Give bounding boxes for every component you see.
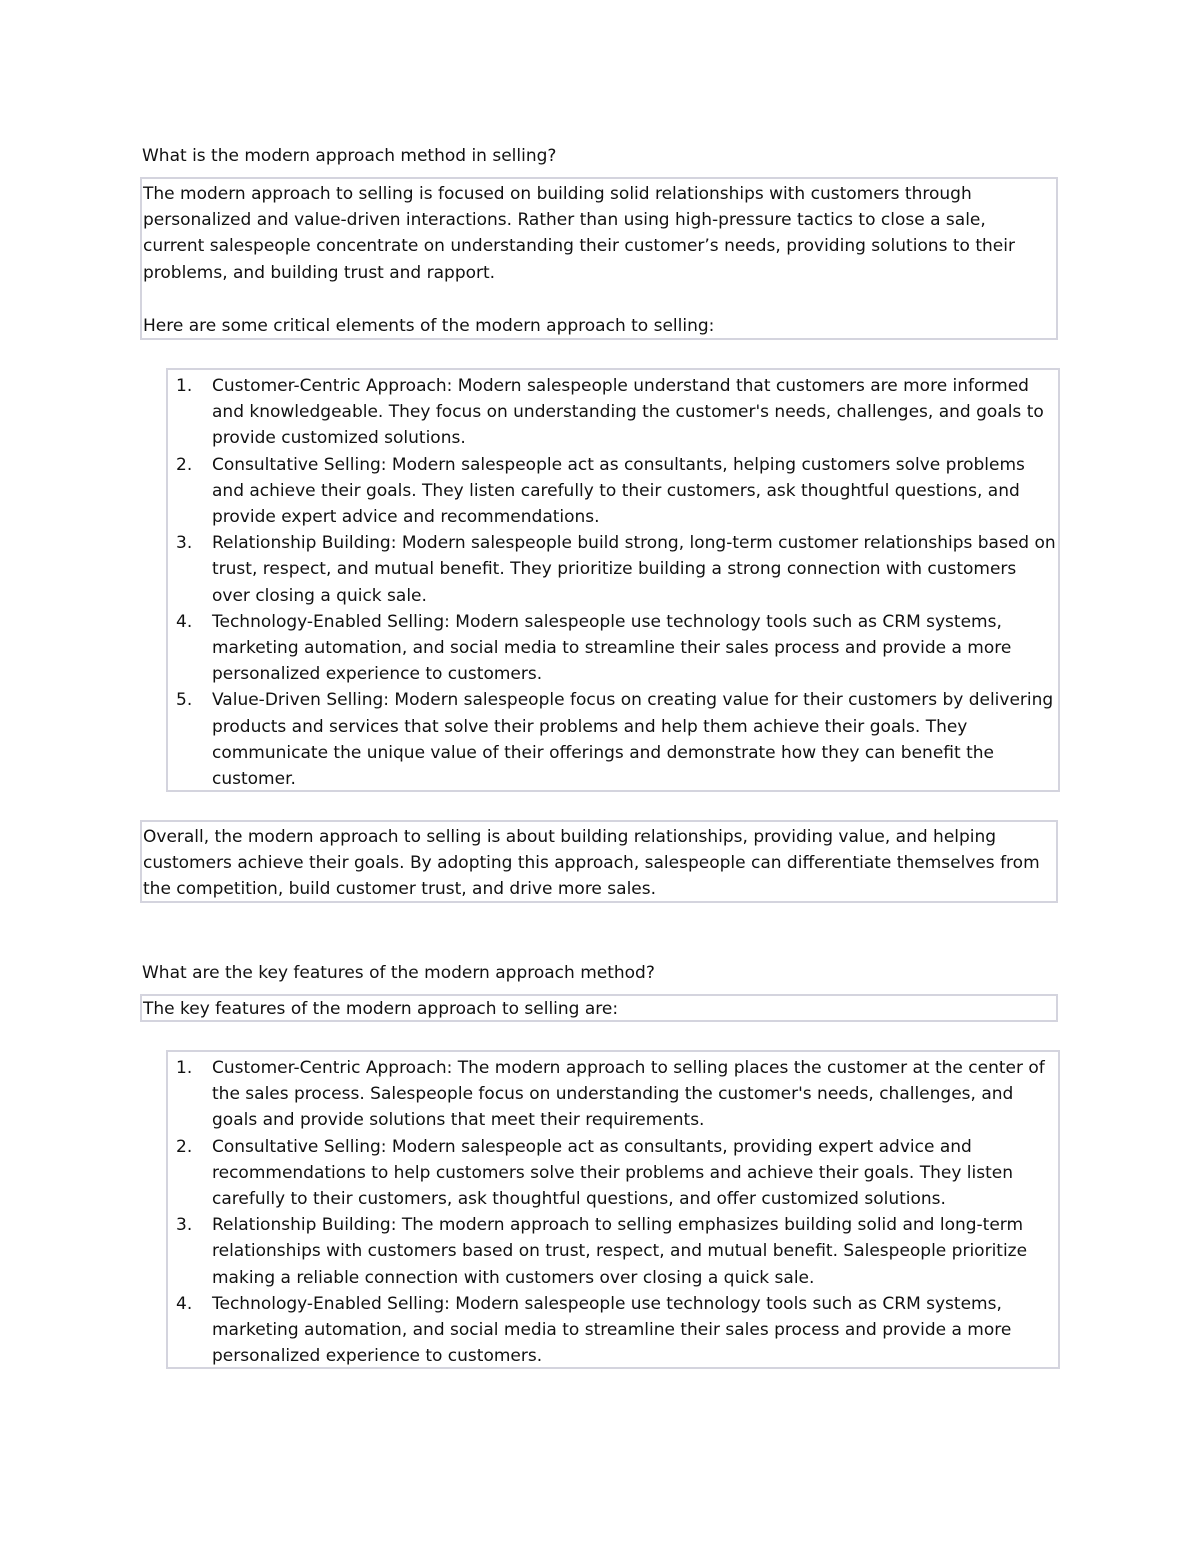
list-item-text: Consultative Selling: Modern salespeople act as consultants, helping customers solve problems and achieve their goals. They listen carefully to their customers, ask thoughtful questions, and provide expert advice and recommendations. — [212, 454, 1025, 528]
critical-elements-list — [166, 368, 1060, 792]
list-item-number: 1. — [176, 376, 193, 396]
list-item — [168, 1055, 1058, 1134]
list-item — [168, 687, 1058, 792]
list-item — [168, 373, 1058, 452]
list-item-text: Customer-Centric Approach: Modern salespeople understand that customers are more informed and knowledgeable. They focus on understanding the customer's needs, challenges, and goals to provide customized solutions. — [212, 376, 1044, 449]
list-item-text: Relationship Building: The modern approach to selling emphasizes building solid and long-term relationships with customers based on trust, respect, and mutual benefit. Salespeople prioritize making a reliable connection with customers over closing a quick sale. — [212, 1215, 1028, 1288]
list-item-text: Value-Driven Selling: Modern salespeople focus on creating value for their customers by delivering products and services that solve their problems and help them achieve their goals. They communicate the unique value of their offerings and demonstrate how they can benefit the customer. — [212, 690, 1054, 790]
list-item-text: Consultative Selling: Modern salespeople act as consultants, providing expert advice and recommendations to help customers solve their problems and achieve their goals. They listen carefully to their customers, ask thoughtful questions, and offer customized solutions. — [212, 1136, 1013, 1210]
list-item-number: 4. — [176, 1293, 193, 1314]
answer-intro-paragraph: The modern approach to selling is focused on building solid relationships with customers through personalized and value-driven interactions. Rather than using high-pressure tactics to close a sale, current salespeople concentrate on understanding their customer’s needs, providing solutions to their problems, and building trust and rapport. — [143, 184, 1015, 283]
key-features-list — [166, 1050, 1060, 1369]
list-item-text: Relationship Building: Modern salespeople build strong, long-term customer relationships based on trust, respect, and mutual benefit. They prioritize building a strong connection with customers over closing a quick sale. — [212, 533, 1056, 606]
question-heading-1: What is the modern approach method in selling? — [142, 146, 557, 166]
list-item-text: Technology-Enabled Selling: Modern salespeople use technology tools such as CRM systems, marketing automation, and social media to streamline their sales process and provide a more personalized experience to customers. — [212, 611, 1012, 685]
list-item-number: 4. — [176, 611, 193, 632]
answer-box-2 — [140, 994, 1058, 1022]
list-item-number: 1. — [176, 1058, 193, 1078]
key-features-intro: The key features of the modern approach to selling are: — [143, 999, 619, 1019]
list-item — [168, 530, 1058, 609]
question-heading-2: What are the key features of the modern approach method? — [142, 963, 655, 983]
list-item-text: Technology-Enabled Selling: Modern salespeople use technology tools such as CRM systems, marketing automation, and social media to streamline their sales process and provide a more personalized experience to customers. — [212, 1293, 1012, 1367]
list-item-text: Customer-Centric Approach: The modern approach to selling places the customer at the center of the sales process. Salespeople focus on understanding the customer's needs, challenges, and goals and provide solutions that meet their requirements. — [212, 1058, 1045, 1131]
list-item — [168, 609, 1058, 688]
overall-summary-box — [140, 820, 1058, 903]
list-item-number: 3. — [176, 533, 193, 554]
list-item — [168, 1212, 1058, 1291]
answer-box-1 — [140, 177, 1058, 340]
list-item-number: 5. — [176, 690, 193, 711]
list-item — [168, 1134, 1058, 1213]
list-item-number: 2. — [176, 454, 193, 475]
overall-summary-paragraph: Overall, the modern approach to selling is about building relationships, providing value, and helping customers achieve their goals. By adopting this approach, salespeople can differentiate themselves from the competition, build customer trust, and drive more sales. — [143, 827, 1040, 900]
list-item-number: 2. — [176, 1136, 193, 1157]
list-item — [168, 452, 1058, 531]
elements-lead-paragraph: Here are some critical elements of the modern approach to selling: — [143, 316, 715, 336]
list-item-number: 3. — [176, 1215, 193, 1236]
list-item — [168, 1291, 1058, 1370]
